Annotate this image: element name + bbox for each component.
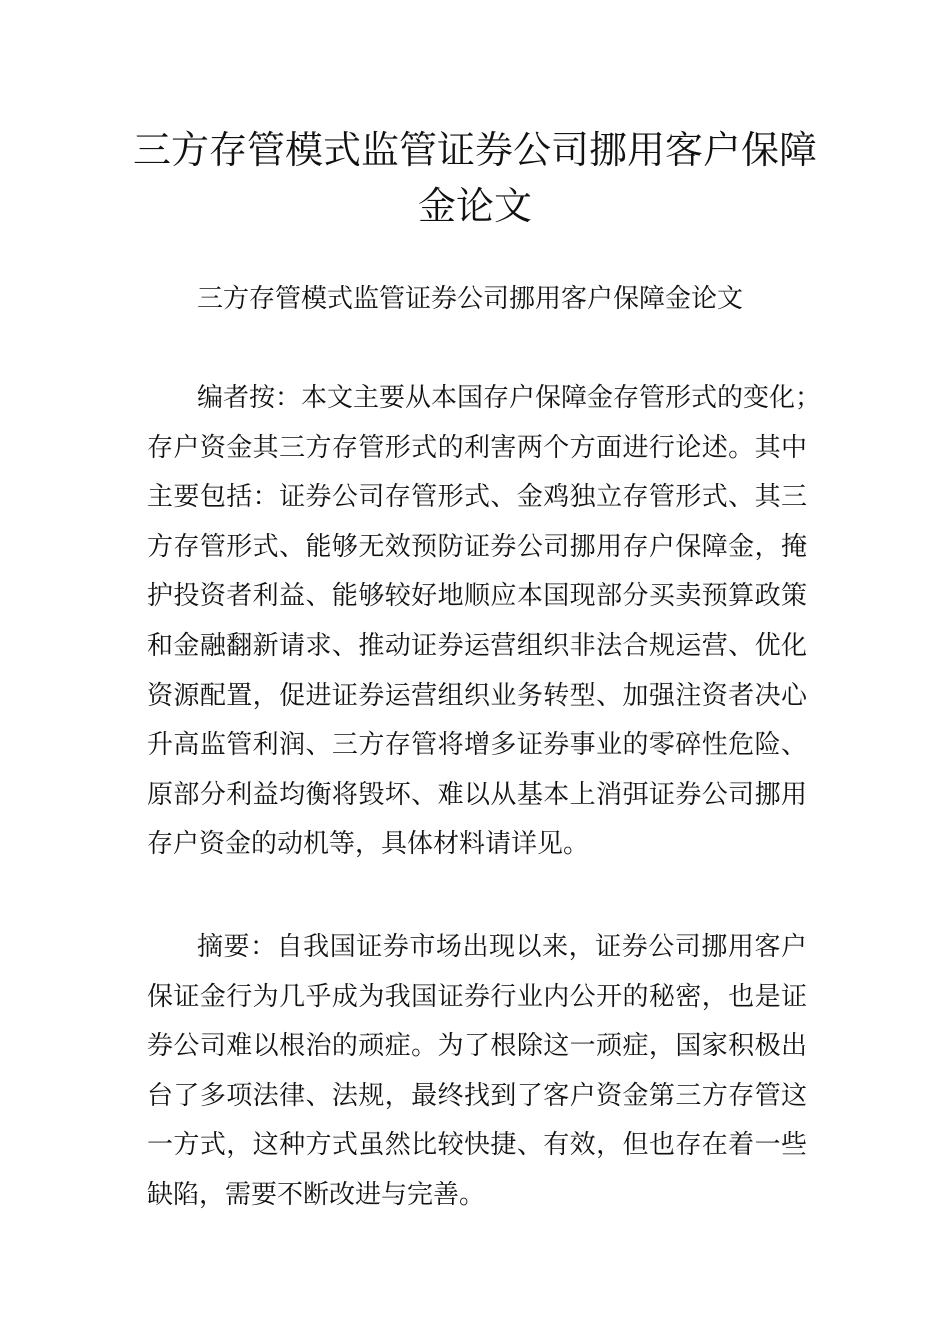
paragraph-line: 存户资金的动机等，具体材料请详见。 (147, 829, 590, 860)
editor-note-paragraph (147, 374, 822, 870)
paragraph-line: 保证金行为几乎成为我国证券行业内公开的秘密，也是证 (147, 981, 807, 1012)
paragraph-line: 和金融翻新请求、推动证券运营组织非法合规运营、优化 (147, 630, 807, 661)
title-line: 三方存管模式监管证券公司挪用客户保障 (132, 128, 817, 172)
paragraph-line: 方存管形式、能够无效预防证券公司挪用存户保障金，掩 (147, 531, 807, 562)
paragraph-line: 存户资金其三方存管形式的利害两个方面进行论述。其中 (147, 432, 807, 463)
title-line: 金论文 (417, 184, 532, 228)
paragraph-line: 编者按：本文主要从本国存户保障金存管形式的变化； (197, 383, 822, 413)
abstract-paragraph (147, 923, 807, 1221)
paragraph-line: 券公司难以根治的顽症。为了根除这一顽症，国家积极出 (147, 1031, 807, 1062)
paragraph-line: 资源配置，促进证券运营组织业务转型、加强注资者决心 (147, 680, 807, 711)
paragraph-line: 摘要：自我国证券市场出现以来，证券公司挪用客户 (197, 932, 807, 962)
paragraph-line: 一方式，这种方式虽然比较快捷、有效，但也存在着一些 (147, 1130, 807, 1161)
document-title (0, 122, 950, 234)
paragraph-line: 缺陷，需要不断改进与完善。 (147, 1179, 486, 1210)
paragraph-line: 台了多项法律、法规，最终找到了客户资金第三方存管这 (147, 1080, 807, 1111)
paragraph-line: 主要包括：证券公司存管形式、金鸡独立存管形式、其三 (147, 482, 807, 513)
document-subtitle: 三方存管模式监管证券公司挪用客户保障金论文 (197, 284, 744, 314)
paragraph-line: 升高监管利润、三方存管将增多证券事业的零碎性危险、 (147, 730, 807, 761)
paragraph-line: 护投资者利益、能够较好地顺应本国现部分买卖预算政策 (147, 581, 807, 612)
paragraph-line: 原部分利益均衡将毁坏、难以从基本上消弭证券公司挪用 (147, 779, 807, 810)
